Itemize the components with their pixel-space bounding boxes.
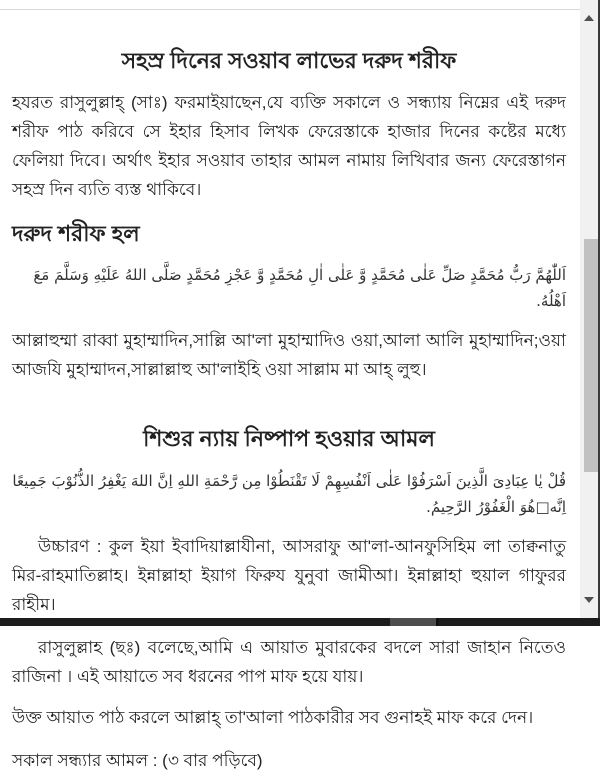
section1-title: সহস্র দিনের সওয়াব লাভের দরুদ শরীফ xyxy=(121,48,457,73)
section2-hadith-paragraph: রাসুলুল্লাহ (ছঃ) বলেছে,আমি এ আয়াত মুবারকের বদলে সারা জাহান নিতেও রাজিনা । এই আয়াতে সব ধরনের পাপ মাফ হয়ে যায়। xyxy=(12,638,566,686)
horizontal-scrollbar-thumb[interactable] xyxy=(390,618,439,626)
scroll-down-button[interactable] xyxy=(580,586,598,614)
section2-pronunciation-paragraph: উচ্চারণ : কুল ইয়া ইবাদিয়াল্লাযীনা, আসরাফু আ'লা-আনফুসিহিম লা তাক্বনাতু মির-রাহমাতিল্লাহ। ইন্নাল্লাহা ইয়াগ ফিরুয যুনুবা জামীআ। ইন্নাল্লাহা হুয়াল গাফুরর রাহীম। xyxy=(12,537,566,614)
section2-routine-paragraph: সকাল সন্ধ্যার আমল : (৩ বার পড়িবে) xyxy=(12,751,263,770)
bottom-horizontal-scrollbar[interactable] xyxy=(0,618,600,626)
section1-subheading: দরুদ শরীফ হল xyxy=(12,221,140,246)
scroll-down-icon xyxy=(584,597,594,603)
section1-arabic-verse: اَللّٰهُمَّ رَبُّ مُحَمَّدٍ صَلِّ عَلٰى مُحَمَّدٍ وَّ عَلٰى اٰلِ مُحَمَّدٍ وَّ عَجْزِ مُحَمَّدٍ صَلَّى اللهُ عَلَيْهِ وَسَلَّمَ مَعَ اَهْلُهُ. xyxy=(33,266,566,310)
section2-note-paragraph: উক্ত আয়াত পাঠ করলে আল্লাহ্ তা'আলা পাঠকারীর সব গুনাহই মাফ করে দেন। xyxy=(12,708,534,727)
scroll-up-button[interactable] xyxy=(580,4,598,32)
section-gap xyxy=(12,384,566,410)
article-content xyxy=(0,9,580,770)
section2-arabic-verse: قُلْ يٰا عِبَادِىَ الَّذِينَ اَسْرَفُوْا عَلٰى اَنْفُسِهِمْ لَا تَقْنَطُوْا مِن رَّحْمَةِ اللهِ اِنَّ اللهَ يَغْفِرُ الذُّنُوْبَ جَمِيعًا اِنَّه□هُوَ الْغَفُوْرُ الرَّحِيمُ. xyxy=(12,472,566,516)
vertical-scrollbar-track[interactable] xyxy=(580,0,598,618)
section1-transliteration-paragraph: আল্লাহুম্মা রাব্বা মুহাম্মাদিন,সাল্লি আ'লা মুহাম্মাদিও ওয়া,আলা আলি মুহাম্মাদিন;ওয়া আজযি মুহাম্মাদন,সাল্লাল্লাহু আ'লাইহি ওয়া সাল্লাম মা আহ্ লুহু। xyxy=(12,331,566,379)
scroll-up-icon xyxy=(584,15,594,21)
section1-intro-paragraph: হযরত রাসুলুল্লাহ্ (সাঃ) ফরমাইয়াছেন,যে ব্যক্তি সকালে ও সন্ধ্যায় নিম্নের এই দরুদ শরীফ পাঠ করিবে সে ইহার হিসাব লিখক ফেরেস্তাকে হাজার দিনের কষ্টের মধ্যে ফেলিয়া দিবে। অর্থাৎ ইহার সওয়াব তাহার আমল নামায় লিখিবার জন্য ফেরেস্তাগন সহস্র দিন ব্যতি ব্যস্ত থাকিবে। xyxy=(12,93,566,199)
vertical-scrollbar-thumb[interactable] xyxy=(584,239,598,472)
section2-title: শিশুর ন্যায় নিষ্পাপ হওয়ার আমল xyxy=(143,426,435,451)
